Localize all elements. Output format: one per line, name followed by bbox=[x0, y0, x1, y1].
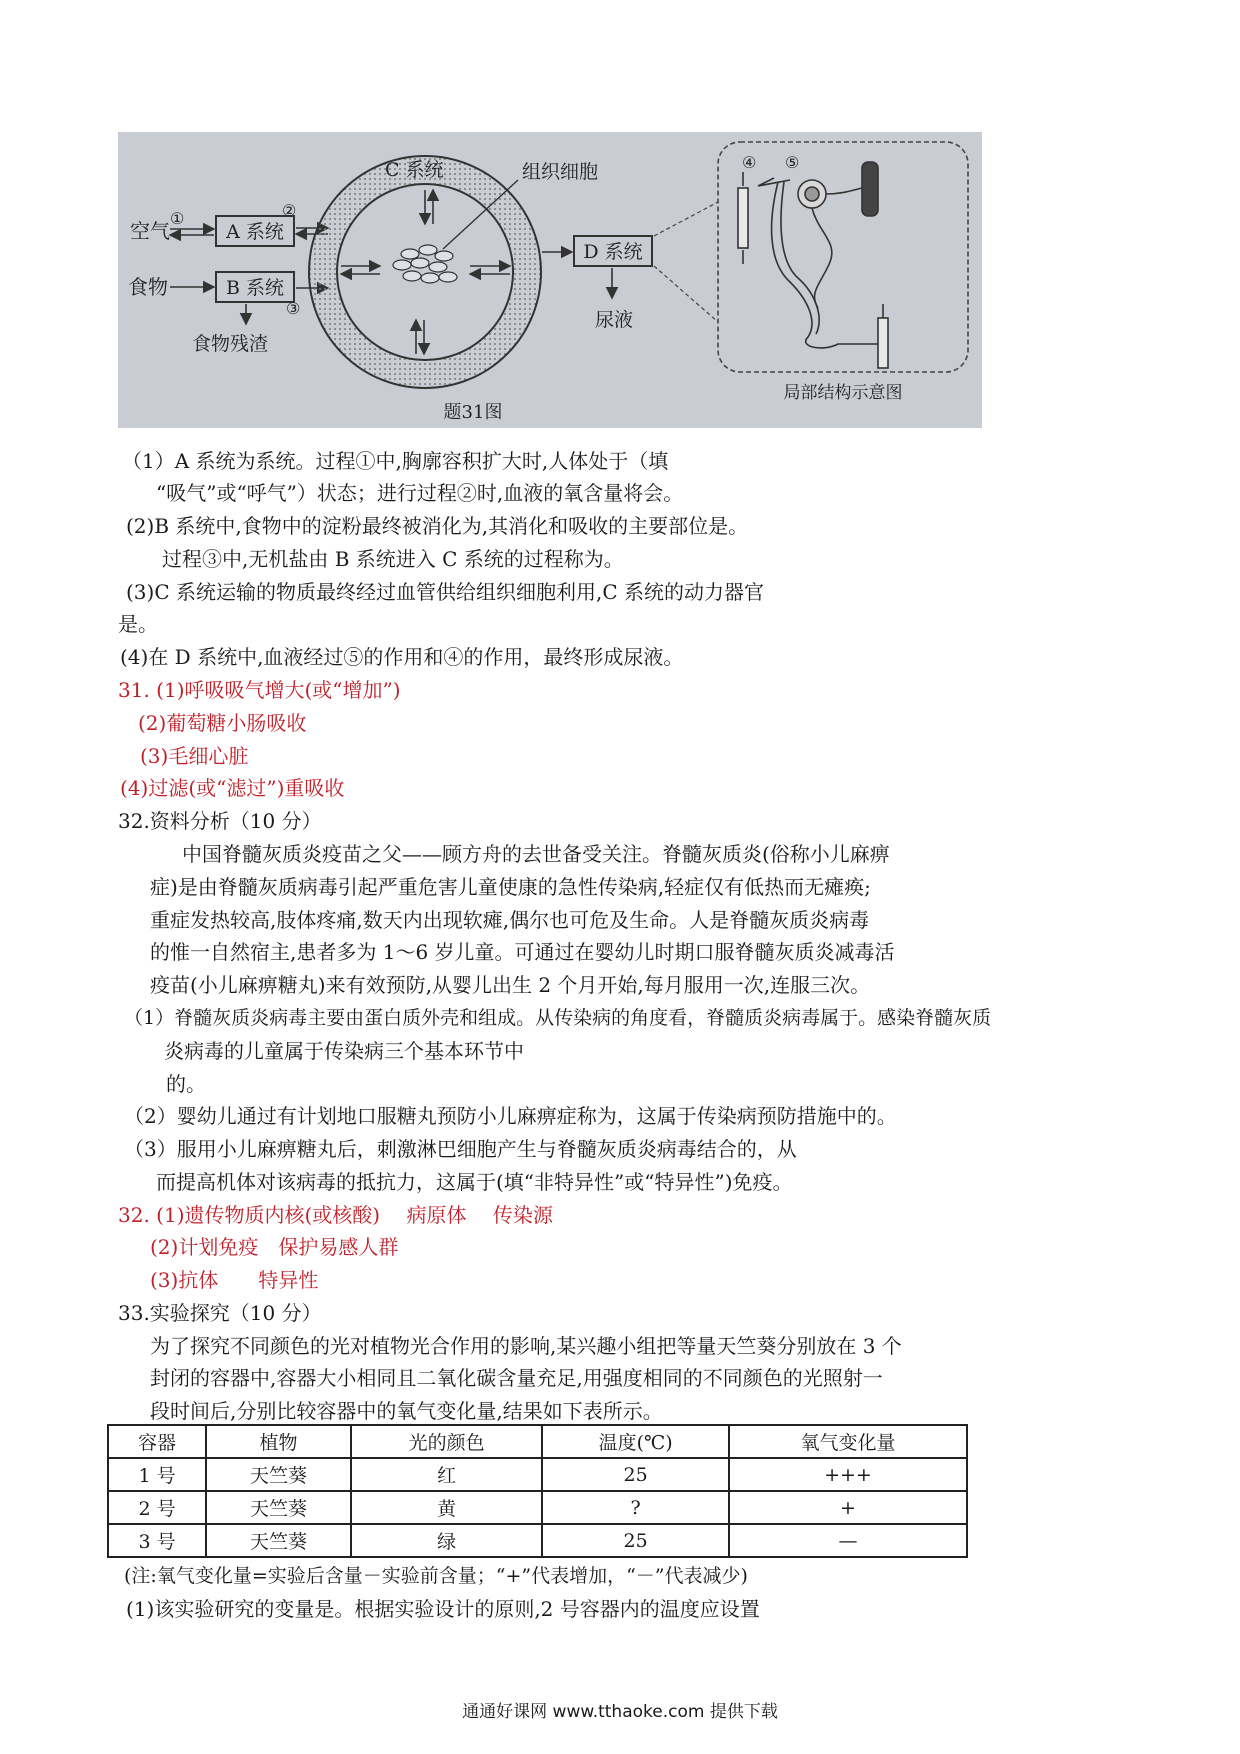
num-4: ④ bbox=[742, 153, 757, 172]
q31-line-5: (3)C 系统运输的物质最终经过血管供给组织细胞利用,C 系统的动力器官 bbox=[126, 580, 765, 604]
q33-sub-1: (1)该实验研究的变量是。根据实验设计的原则,2 号容器内的温度应设置 bbox=[126, 1597, 760, 1621]
label-food: 食物 bbox=[128, 275, 168, 299]
a31-line-1: 31. (1)呼吸吸气增大(或“增加”) bbox=[118, 678, 401, 702]
q33-para-1: 为了探究不同颜色的光对植物光合作用的影响,某兴趣小组把等量天竺葵分别放在 3 个 bbox=[150, 1334, 902, 1358]
q33-para-2: 封闭的容器中,容器大小相同且二氧化碳含量充足,用强度相同的不同颜色的光照射一 bbox=[150, 1366, 883, 1390]
table-cell: 25 bbox=[542, 1524, 729, 1557]
figure-31 bbox=[118, 132, 982, 428]
label-partial: 局部结构示意图 bbox=[783, 383, 903, 403]
q32-para-1: 中国脊髓灰质炎疫苗之父——顾方舟的去世备受关注。脊髓灰质炎(俗称小儿麻痹 bbox=[182, 842, 890, 866]
q31-line-4: 过程③中,无机盐由 B 系统进入 C 系统的过程称为。 bbox=[162, 547, 624, 571]
table-cell: 天竺葵 bbox=[206, 1491, 351, 1524]
q32-para-5: 疫苗(小儿麻痹糖丸)来有效预防,从婴儿出生 2 个月开始,每月服用一次,连服三次。 bbox=[150, 973, 871, 997]
table-header: 氧气变化量 bbox=[729, 1425, 967, 1458]
num-2: ② bbox=[282, 201, 297, 220]
table-cell: + bbox=[729, 1491, 967, 1524]
a32-line-1: 32. (1)遗传物质内核(或核酸) 病原体 传染源 bbox=[118, 1203, 553, 1227]
table-cell: +++ bbox=[729, 1458, 967, 1491]
q31-line-6: 是。 bbox=[118, 612, 158, 636]
table-header: 容器 bbox=[108, 1425, 206, 1458]
label-tissue: 组织细胞 bbox=[522, 161, 599, 183]
label-residue: 食物残渣 bbox=[192, 333, 269, 355]
num-1: ① bbox=[170, 209, 185, 228]
q31-line-1: （1）A 系统为系统。过程①中,胸廓容积扩大时,人体处于（填 bbox=[122, 449, 669, 473]
label-sys-b: B 系统 bbox=[225, 277, 285, 299]
q31-line-2: “吸气”或“呼气”）状态；进行过程②时,血液的氧含量将会。 bbox=[156, 481, 684, 505]
q32-sub-1c: 的。 bbox=[166, 1072, 206, 1096]
q32-para-4: 的惟一自然宿主,患者多为 1～6 岁儿童。可通过在婴幼儿时期口服脊髓灰质炎减毒活 bbox=[150, 940, 895, 964]
table-cell: 天竺葵 bbox=[206, 1524, 351, 1557]
q32-sub-3a: （3）服用小儿麻痹糖丸后，刺激淋巴细胞产生与脊髓灰质炎病毒结合的，从 bbox=[124, 1137, 797, 1161]
label-sys-c: C 系统 bbox=[385, 159, 444, 181]
label-air: 空气 bbox=[130, 219, 170, 243]
nephron-drawing bbox=[738, 162, 888, 368]
table-row bbox=[108, 1524, 967, 1557]
label-urine: 尿液 bbox=[595, 309, 634, 331]
q32-para-2: 症)是由脊髓灰质病毒引起严重危害儿童使康的急性传染病,轻症仅有低热而无瘫痪; bbox=[150, 875, 871, 899]
table-cell: 25 bbox=[542, 1458, 729, 1491]
q31-line-3: (2)B 系统中,食物中的淀粉最终被消化为,其消化和吸收的主要部位是。 bbox=[126, 514, 749, 538]
table-row bbox=[108, 1458, 967, 1491]
figure-caption: 题31图 bbox=[443, 402, 503, 423]
q32-para-3: 重症发热较高,肢体疼痛,数天内出现软瘫,偶尔也可危及生命。人是脊髓灰质炎病毒 bbox=[150, 908, 870, 932]
label-sys-d: D 系统 bbox=[583, 241, 643, 263]
table-cell: 绿 bbox=[351, 1524, 542, 1557]
q32-sub-1b: 炎病毒的儿童属于传染病三个基本环节中 bbox=[164, 1039, 524, 1063]
table-cell: 2 号 bbox=[108, 1491, 206, 1524]
partial-structure-panel bbox=[718, 142, 968, 372]
num-3: ③ bbox=[286, 299, 301, 318]
table-row bbox=[108, 1491, 967, 1524]
a32-line-2: (2)计划免疫 保护易感人群 bbox=[150, 1235, 399, 1259]
q33-title: 33.实验探究（10 分） bbox=[118, 1301, 322, 1325]
table-cell: 天竺葵 bbox=[206, 1458, 351, 1491]
diagram-svg bbox=[118, 132, 982, 428]
q32-title: 32.资料分析（10 分） bbox=[118, 809, 322, 833]
table-cell: 3 号 bbox=[108, 1524, 206, 1557]
table-header: 温度(℃) bbox=[542, 1425, 729, 1458]
a31-line-2: (2)葡萄糖小肠吸收 bbox=[138, 711, 307, 735]
table-header: 植物 bbox=[206, 1425, 351, 1458]
table-header: 光的颜色 bbox=[351, 1425, 542, 1458]
table-cell: 1 号 bbox=[108, 1458, 206, 1491]
q32-sub-2: （2）婴幼儿通过有计划地口服糖丸预防小儿麻痹症称为，这属于传染病预防措施中的。 bbox=[124, 1104, 897, 1128]
q33-note: (注:氧气变化量=实验后含量－实验前含量；“+”代表增加，“－”代表减少) bbox=[124, 1565, 748, 1587]
a31-line-3: (3)毛细心脏 bbox=[140, 744, 249, 768]
table-header-row bbox=[108, 1425, 967, 1458]
a32-line-3: (3)抗体 特异性 bbox=[150, 1268, 319, 1292]
footer-source: 通通好课网 www.tthaoke.com 提供下载 bbox=[462, 1702, 778, 1722]
q33-para-3: 段时间后,分别比较容器中的氧气变化量,结果如下表所示。 bbox=[150, 1399, 663, 1423]
q32-sub-3b: 而提高机体对该病毒的抵抗力，这属于(填“非特异性”或“特异性”)免疫。 bbox=[156, 1170, 793, 1194]
results-table bbox=[107, 1424, 968, 1558]
q31-line-7: (4)在 D 系统中,血液经过⑤的作用和④的作用，最终形成尿液。 bbox=[120, 645, 684, 669]
q32-sub-1a: （1）脊髓灰质炎病毒主要由蛋白质外壳和组成。从传染病的角度看，脊髓质炎病毒属于。感染脊髓灰质 bbox=[124, 1007, 992, 1029]
table-cell: ? bbox=[542, 1491, 729, 1524]
a31-line-4: (4)过滤(或“滤过”)重吸收 bbox=[120, 776, 345, 800]
table-cell: 黄 bbox=[351, 1491, 542, 1524]
table-cell: 红 bbox=[351, 1458, 542, 1491]
table-cell: — bbox=[729, 1524, 967, 1557]
num-5: ⑤ bbox=[785, 153, 800, 172]
label-sys-a: A 系统 bbox=[226, 221, 284, 243]
